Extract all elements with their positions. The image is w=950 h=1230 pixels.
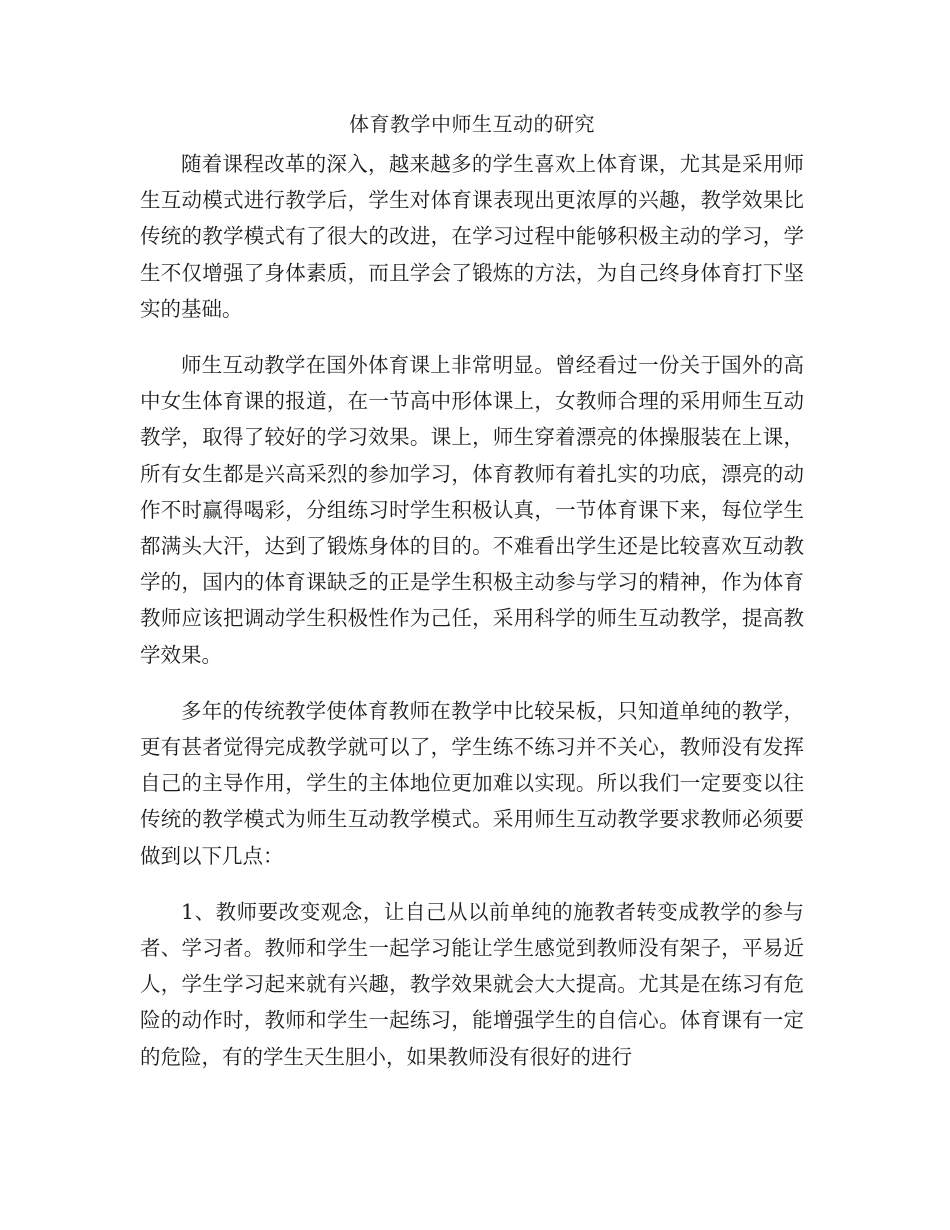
- paragraph-3: 多年的传统教学使体育教师在教学中比较呆板，只知道单纯的教学，更有甚者觉得完成教学就可以了，学生练不练习并不关心，教师没有发挥自己的主导作用，学生的主体地位更加难以实现。所以我们一定要变以往传统的教学模式为师生互动教学模式。采用师生互动教学要求教师必须要做到以下几点：: [140, 698, 804, 868]
- paragraph-1: 随着课程改革的深入，越来越多的学生喜欢上体育课，尤其是采用师生互动模式进行教学后，学生对体育课表现出更浓厚的兴趣，教学效果比传统的教学模式有了很大的改进，在学习过程中能够积极主动的学习，学生不仅增强了身体素质，而且学会了锻炼的方法，为自己终身体育打下坚实的基础。: [140, 152, 804, 321]
- document-body: [140, 104, 804, 1095]
- paragraph-4: 1、教师要改变观念，让自己从以前单纯的施教者转变成教学的参与者、学习者。教师和学生一起学习能让学生感觉到教师没有架子，平易近人，学生学习起来就有兴趣，教学效果就会大大提高。尤其是在练习有危险的动作时，教师和学生一起练习，能增强学生的自信心。体育课有一定的危险，有的学生天生胆小，如果教师没有很好的进行: [140, 899, 804, 1069]
- paragraph-2: 师生互动教学在国外体育课上非常明显。曾经看过一份关于国外的高中女生体育课的报道，在一节高中形体课上，女教师合理的采用师生互动教学，取得了较好的学习效果。课上，师生穿着漂亮的体操服装在上课，所有女生都是兴高采烈的参加学习，体育教师有着扎实的功底，漂亮的动作不时赢得喝彩，分组练习时学生积极认真，一节体育课下来，每位学生都满头大汗，达到了锻炼身体的目的。不难看出学生还是比较喜欢互动教学的，国内的体育课缺乏的正是学生积极主动参与学习的精神，作为体育教师应该把调动学生积极性作为己任，采用科学的师生互动教学，提高教学效果。: [140, 353, 804, 667]
- document-title: 体育教学中师生互动的研究: [349, 112, 595, 136]
